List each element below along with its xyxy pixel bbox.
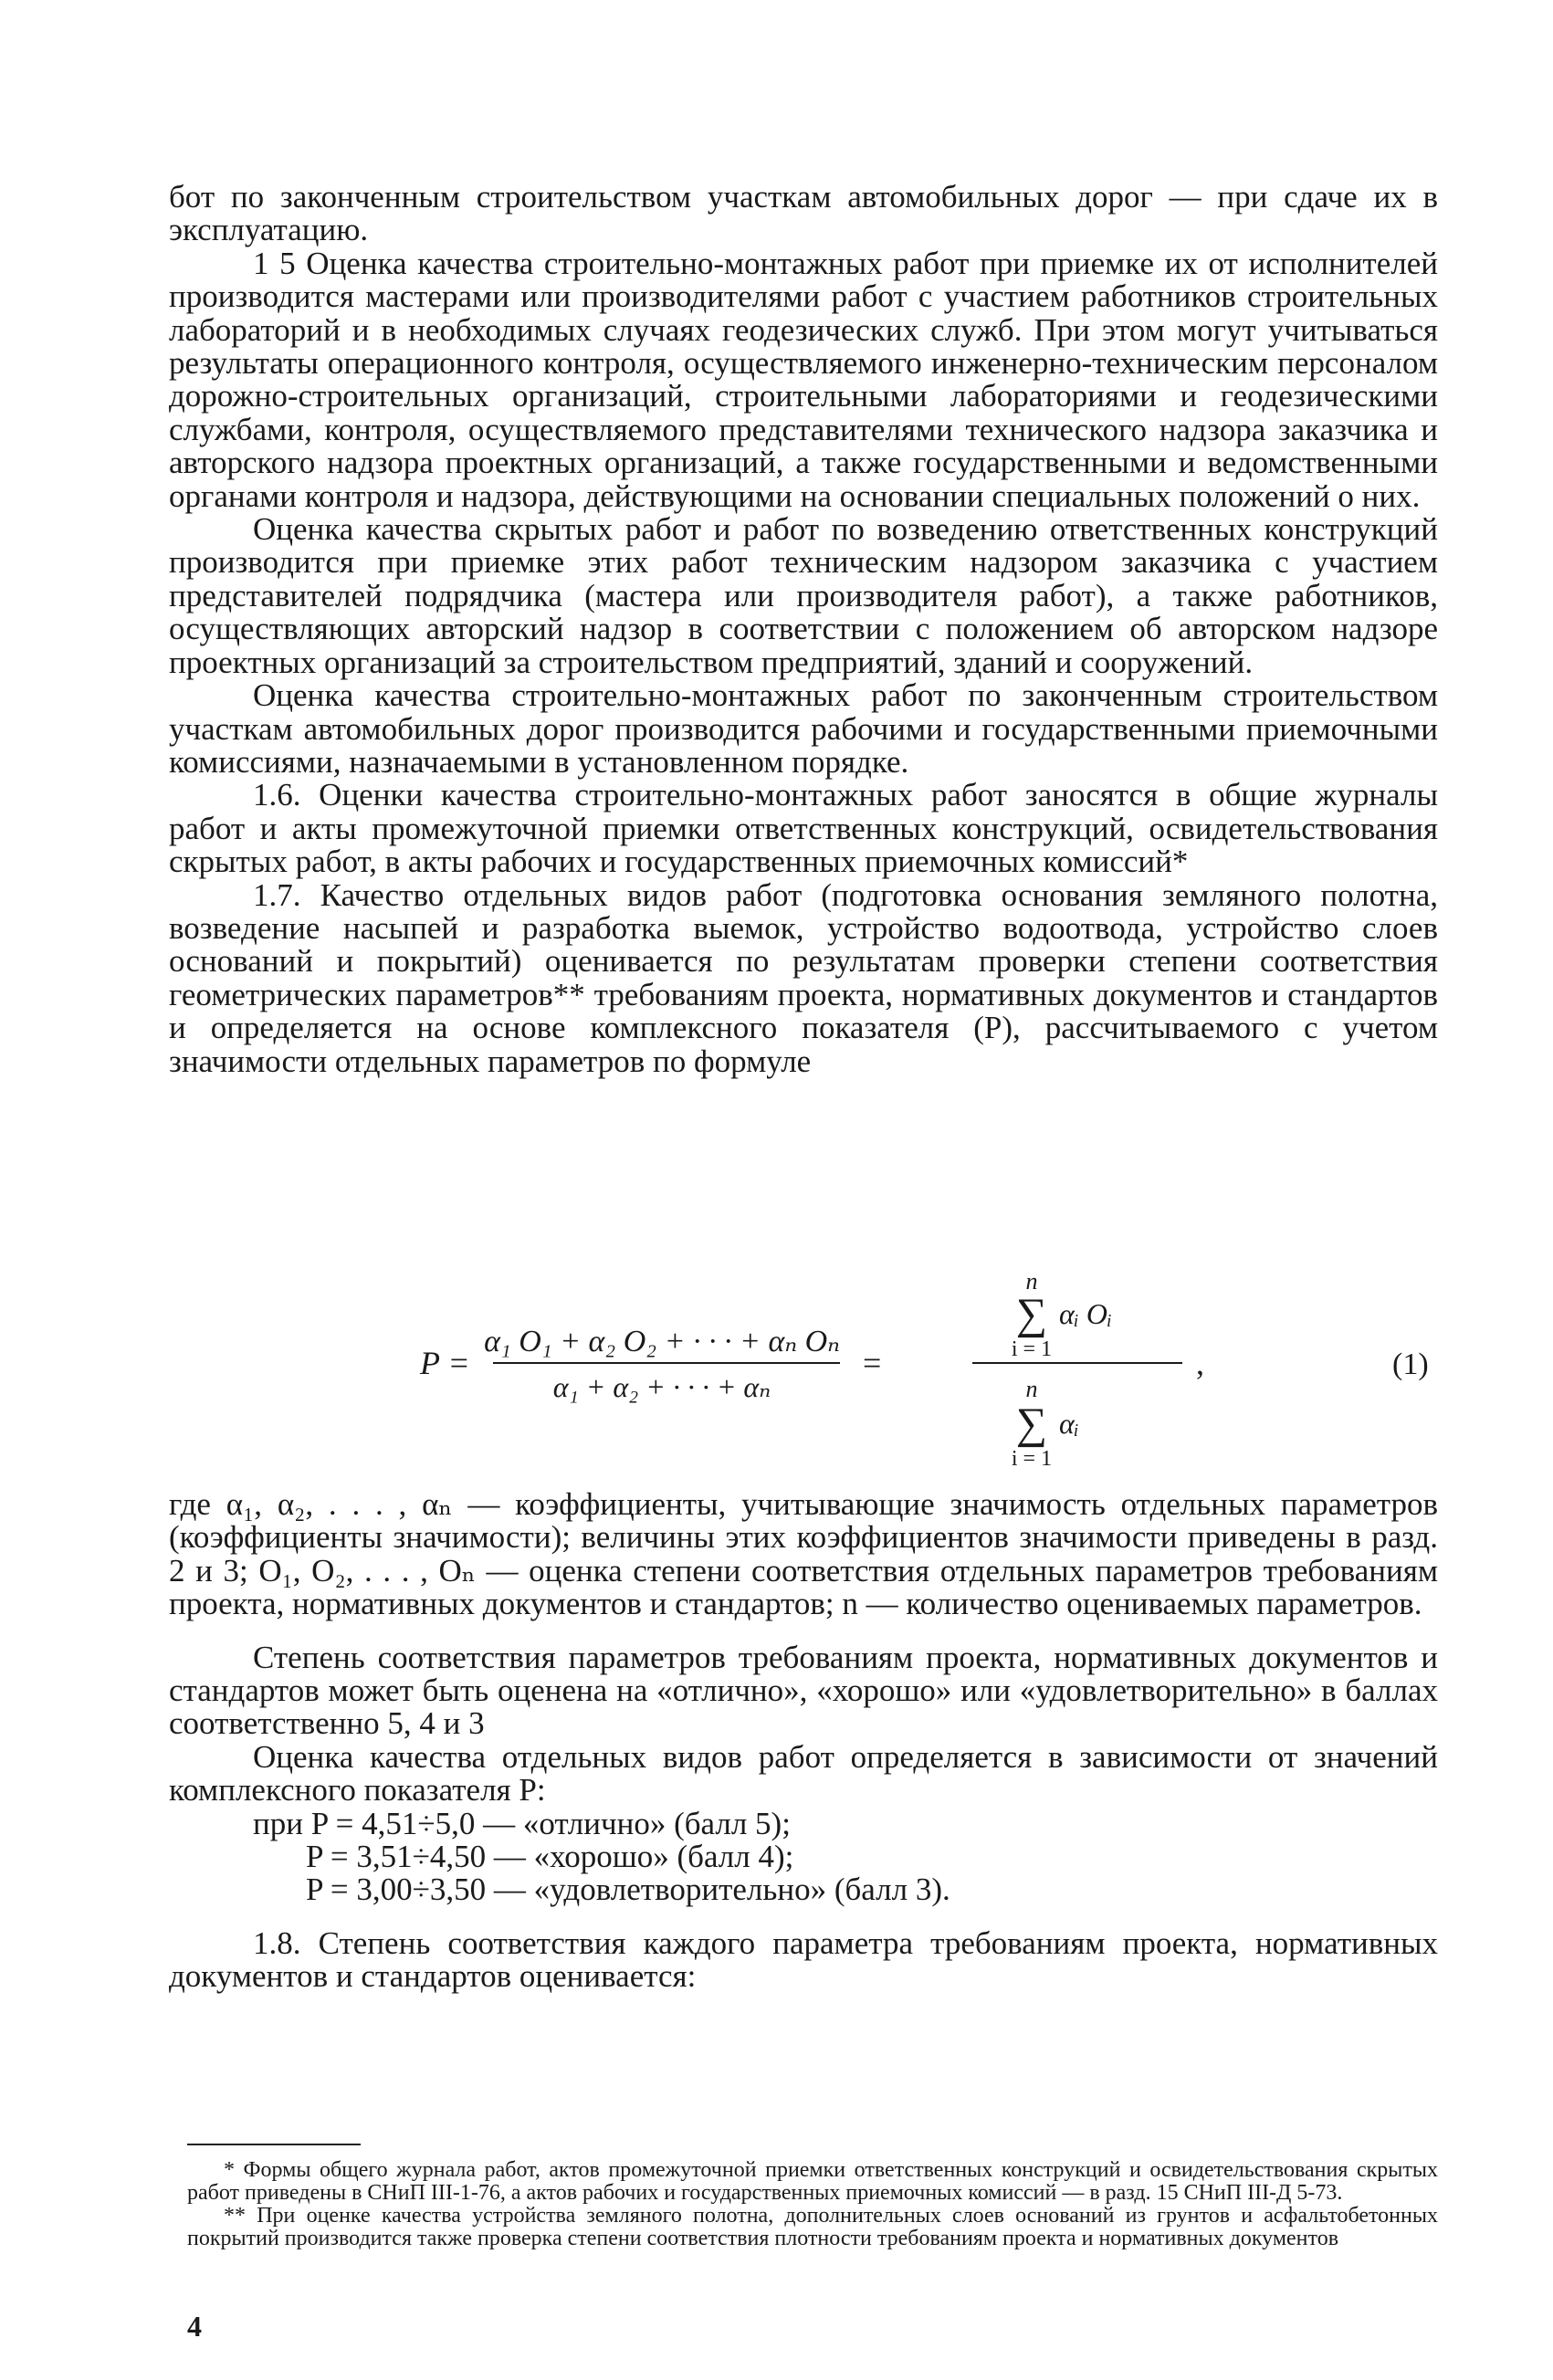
paragraph-hidden-works: Оценка качества скрытых работ и работ по возведению ответственных конструкций производится при приемке этих работ техническим надзором заказчика с участием представителей подрядчика (мастера или производителя работ), а также работников, осуществляющих авторский надзор в соответствии с положением об авторском надзоре проектных организаций за строительством предприятий, зданий и сооружений.	[169, 511, 1438, 680]
formula-number: (1)	[1392, 1347, 1429, 1381]
paragraph-1-5: 1 5 Оценка качества строительно-монтажных работ при приемке их от исполнителей производится мастерами или производителями работ с участием работников строительных лабораторий и в необходимых случаях геодезических служб. При этом могут учитываться результаты операционного контроля, осуществляемого инженерно-техническим персоналом дорожно-строительных организаций, строительными лабораториями и геодезическими службами, контроля, осуществляемого представителями технического надзора заказчика и авторского надзора проектных организаций, а также государственными и ведомственными органами контроля и надзора, действующими на основании специальных положений о них.	[169, 245, 1438, 514]
sum-lower-2: i = 1	[1011, 1447, 1053, 1471]
sum-upper-1: n	[1025, 1268, 1038, 1295]
formula-numerator: α₁ O₁ + α₂ O₂ + · · · + αₙ Oₙ	[484, 1325, 840, 1358]
sum-numerator: αᵢ Oᵢ	[1059, 1297, 1113, 1330]
paragraph-1-8: 1.8. Степень соответствия каждого параметра требованиям проекта, нормативных документов и стандартов оценивается:	[169, 1924, 1438, 1995]
footnote-1: * Формы общего журнала работ, актов промежуточной приемки ответственных конструкций и освидетельствования скрытых работ приведены в СНиП III-1-76, а актов рабочих и государственных приемочных комиссий — в разд. 15 СНиП III-Д 5-73.	[187, 2158, 1438, 2205]
footnotes	[187, 2159, 1438, 2250]
sum-denominator: αᵢ	[1059, 1407, 1079, 1440]
footnote-divider	[187, 2144, 361, 2145]
sigma-1: ∑	[1015, 1290, 1048, 1338]
page-number: 4	[187, 2310, 202, 2343]
lower-text	[169, 1488, 1438, 1994]
formula-comma: ,	[1196, 1345, 1204, 1381]
formula-svg	[169, 1260, 1438, 1479]
criteria-satisfactory: P = 3,00÷3,50 — «удовлетворительно» (балл 3).	[306, 1871, 950, 1908]
footnote-2: ** При оценке качества устройства земляного полотна, дополнительных слоев оснований из грунтов и асфальтобетонных покрытий производится также проверка степени соответствия плотности требованиям проекта и нормативных документов	[187, 2204, 1438, 2250]
formula-lhs: P =	[420, 1345, 470, 1381]
paragraph-commissions: Оценка качества строительно-монтажных работ по законченным строительством участкам автомобильных дорог производится рабочими и государственными приемочными комиссиями, назначаемыми в установленном порядке.	[169, 677, 1438, 780]
sum-lower-1: i = 1	[1011, 1337, 1053, 1361]
formula-denominator: α₁ + α₂ + · · · + αₙ	[552, 1370, 771, 1403]
paragraph-where: где α₁, α₂, . . . , αₙ — коэффициенты, учитывающие значимость отдельных параметров (коэффициенты значимости); величины этих коэффициентов значимости приведены в разд. 2 и 3; O₁, O₂, . . . , Oₙ — оценка степени соответствия отдельных параметров требованиям проекта, нормативных документов и стандартов; n — количество оцениваемых параметров.	[169, 1486, 1438, 1622]
paragraph-1-6: 1.6. Оценки качества строительно-монтажных работ заносятся в общие журналы работ и акты промежуточной приемки ответственных конструкций, освидетельствования скрытых работ, в акты рабочих и государственных приемочных комиссий*	[169, 777, 1438, 880]
paragraph-grades: Степень соответствия параметров требованиям проекта, нормативных документов и стандартов может быть оценена на «отлично», «хорошо» или «удовлетворительно» в баллах соответственно 5, 4 и 3	[169, 1639, 1438, 1742]
formula-equals: =	[863, 1345, 882, 1381]
paragraph-1-7: 1.7. Качество отдельных видов работ (подготовка основания земляного полотна, возведение насыпей и разработка выемок, устройство водоотвода, устройство слоев оснований и покрытий) оценивается по результатам проверки степени соответствия геометрических параметров** требованиям проекта, нормативных документов и стандартов и определяется на основе комплексного показателя (P), рассчитываемого с учетом значимости отдельных параметров по формуле	[169, 876, 1438, 1079]
paragraph-assessment: Оценка качества отдельных видов работ определяется в зависимости от значений комплексного показателя P:	[169, 1738, 1438, 1809]
sigma-2: ∑	[1015, 1400, 1048, 1448]
paragraph-continuation: бот по законченным строительством участкам автомобильных дорог — при сдаче их в эксплуатацию.	[169, 179, 1438, 248]
criteria-excellent: при P = 4,51÷5,0 — «отлично» (балл 5);	[253, 1805, 791, 1841]
formula-block	[169, 1260, 1438, 1479]
criteria-good: P = 3,51÷4,50 — «хорошо» (балл 4);	[306, 1839, 794, 1875]
main-text	[169, 181, 1438, 1078]
sum-upper-2: n	[1025, 1376, 1038, 1402]
